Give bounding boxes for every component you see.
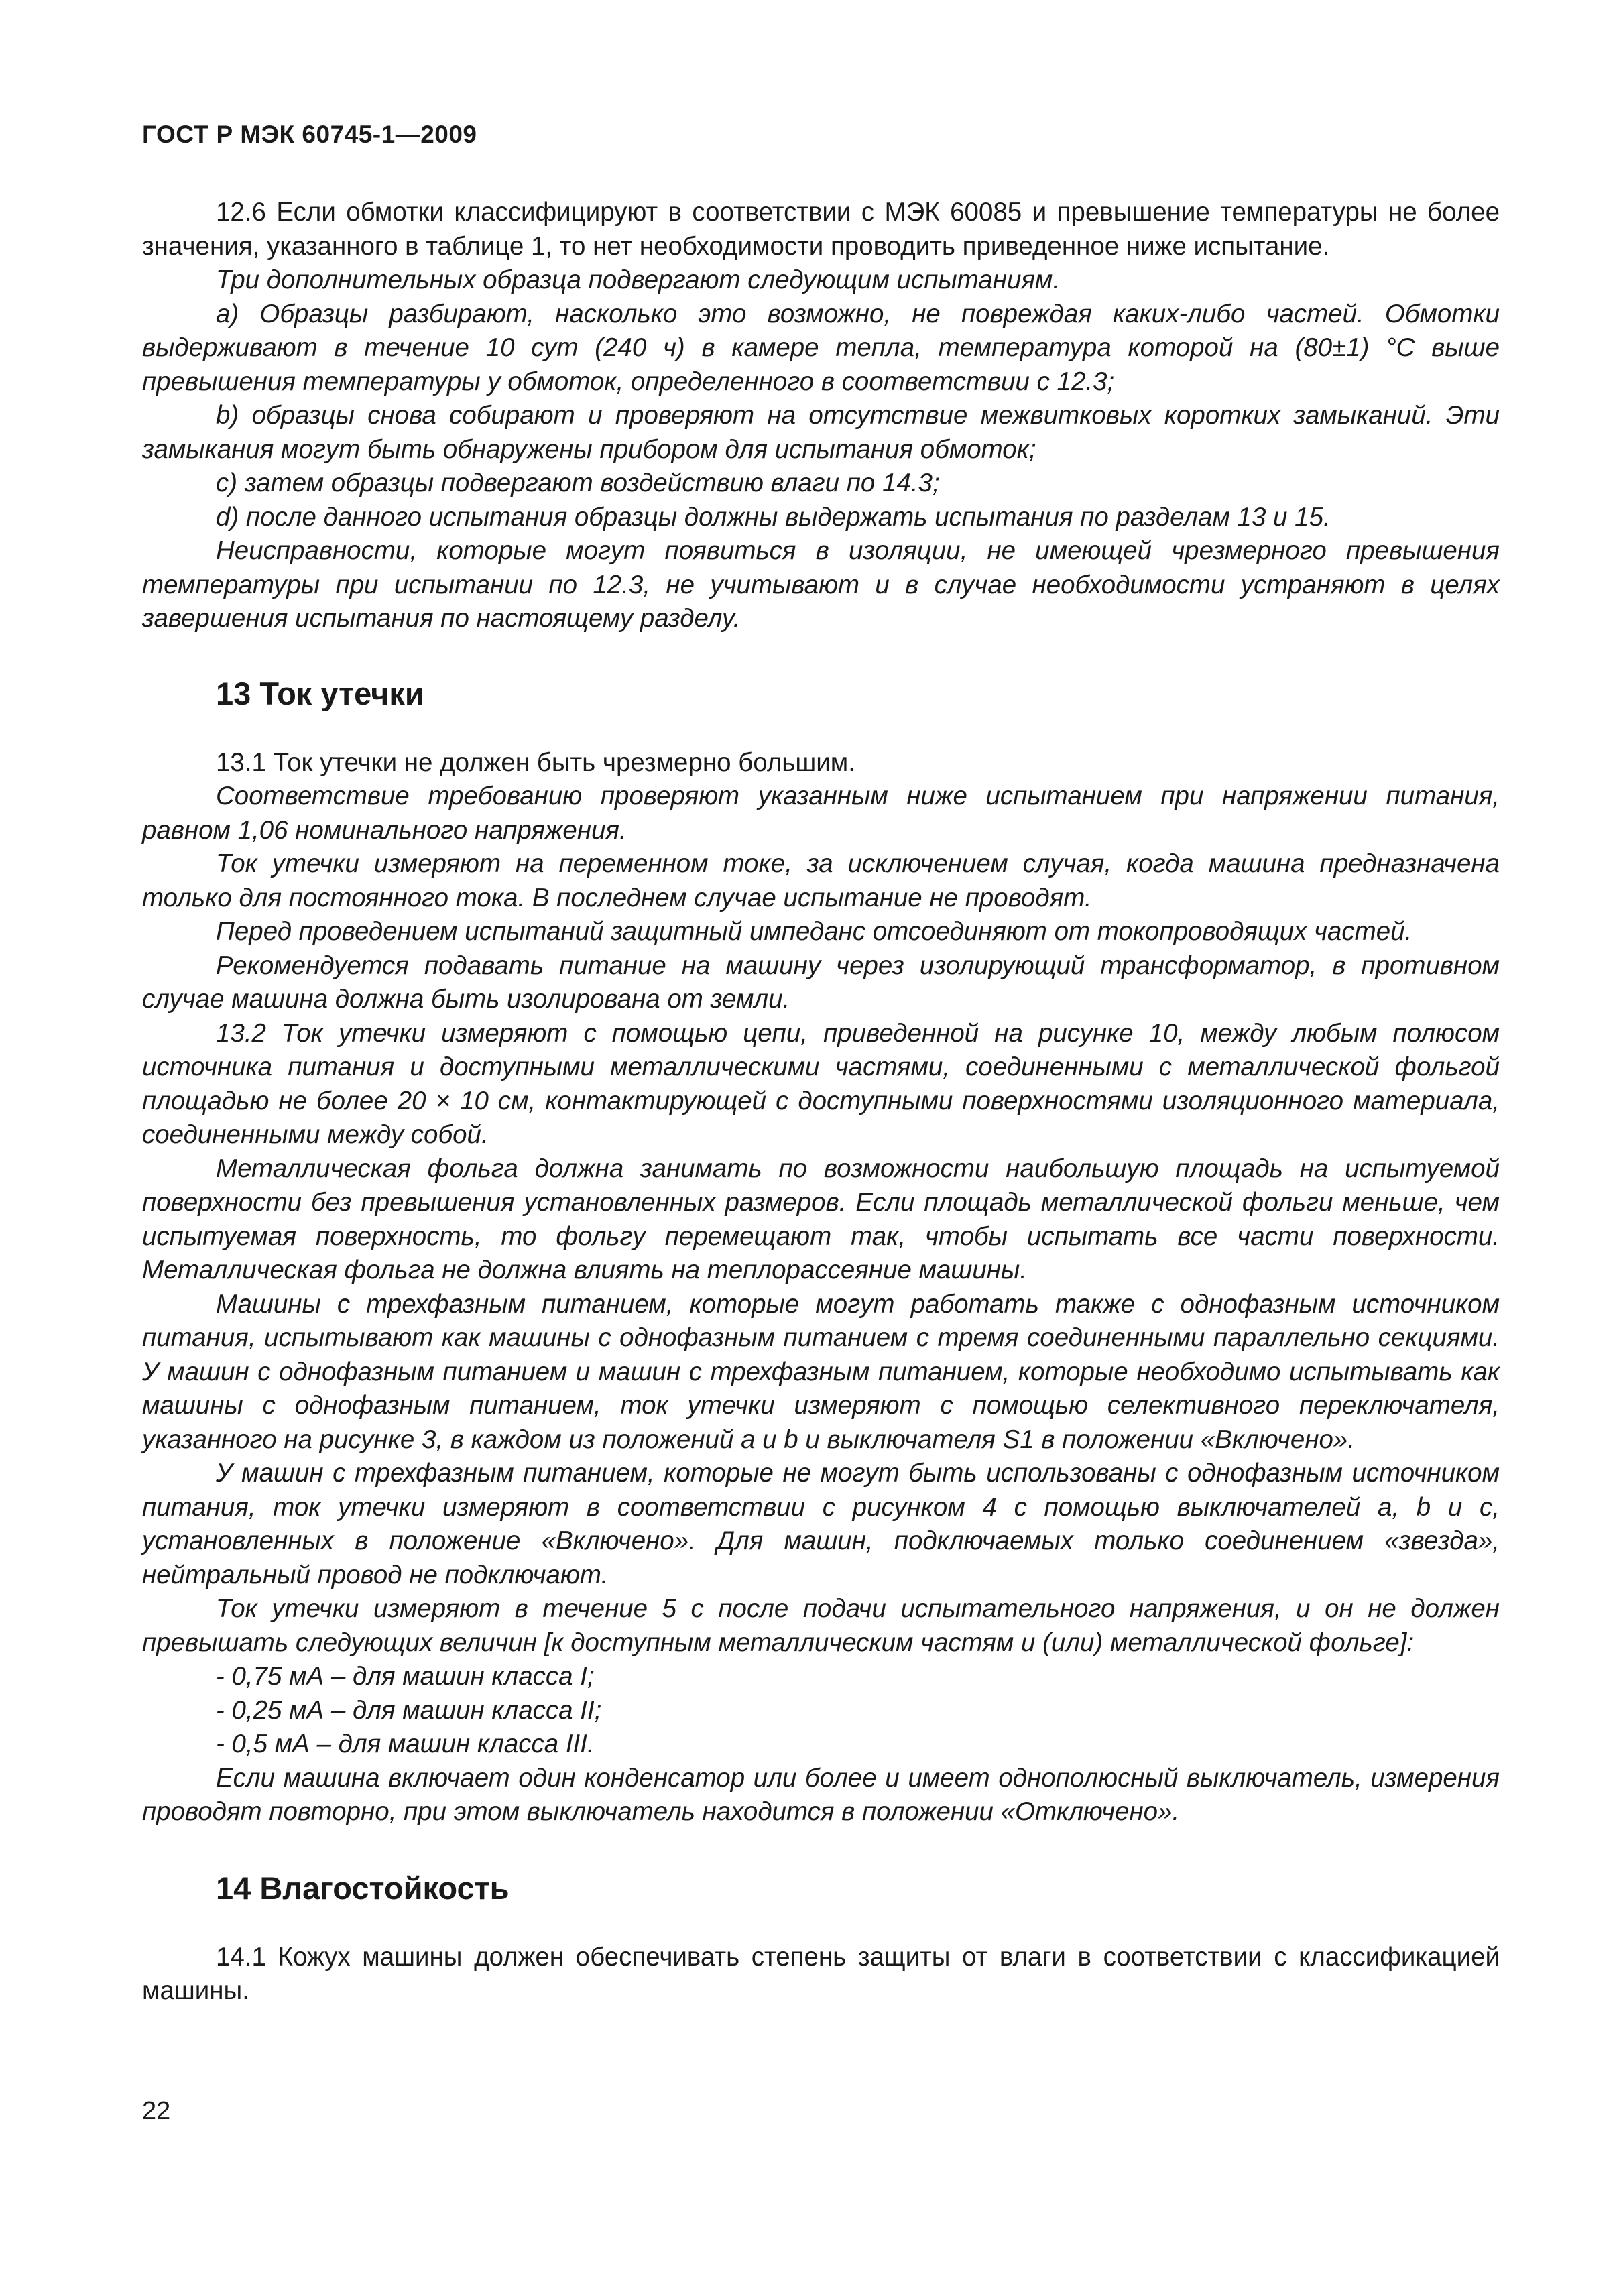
- paragraph-13-1-transformer: Рекомендуется подавать питание на машину через изолирующий трансформатор, в противном случае машина должна быть изолирована от земли.: [142, 951, 1500, 1014]
- paragraph-13-2-three-phase-only: У машин с трехфазным питанием, которые не могут быть использованы с однофазным источником питания, ток утечки измеряют в соответствии с рисунком 4 с помощью выключателей a, b и c, установленных в положение «Включено». Для машин, подключаемых только соединением «звезда», нейтральный провод не подключают.: [142, 1459, 1500, 1589]
- paragraph-12-6-faults: Неисправности, которые могут появиться в изоляции, не имеющей чрезмерного превышения температуры при испытании по 12.3, не учитывают и в случае необходимости устраняют в целях завершения испытания по настоящему разделу.: [142, 536, 1500, 633]
- paragraph-13-2-limits-intro: Ток утечки измеряют в течение 5 с после подачи испытательного напряжения, и он не должен превышать следующих величин [к доступным металлическим частям и (или) металлической фольге]:: [142, 1594, 1500, 1657]
- paragraph-14-1: 14.1 Кожух машины должен обеспечивать степень защиты от влаги в соответствии с классификацией машины.: [142, 1942, 1500, 2005]
- paragraph-13-1-impedance: Перед проведением испытаний защитный импеданс отсоединяют от токопроводящих частей.: [216, 917, 1412, 946]
- document-body: [142, 196, 1500, 2008]
- paragraph-12-6-c: c) затем образцы подвергают воздействию влаги по 14.3;: [216, 469, 940, 497]
- paragraph-12-6-samples: Три дополнительных образца подвергают следующим испытаниям.: [216, 265, 1061, 294]
- section-14-heading: 14 Влагостойкость: [216, 1870, 509, 1906]
- paragraph-13-1-compliance: Соответствие требованию проверяют указанным ниже испытанием при напряжении питания, равном 1,06 номинального напряжения.: [142, 782, 1500, 845]
- standard-code-header: ГОСТ Р МЭК 60745-1—2009: [142, 121, 477, 148]
- section-13-heading: 13 Ток утечки: [216, 675, 424, 711]
- limit-class-3: - 0,5 мА – для машин класса III.: [216, 1730, 595, 1758]
- paragraph-13-1: 13.1 Ток утечки не должен быть чрезмерно большим.: [216, 747, 855, 777]
- paragraph-13-2: 13.2 Ток утечки измеряют с помощью цепи, приведенной на рисунке 10, между любым полюсом источника питания и доступными металлическими частями, соединенными с металлической фольгой площадью не более 20 × 10 см, контактирующей с доступными поверхностями изоляционного материала, соединенными между собой.: [142, 1018, 1500, 1149]
- paragraph-12-6-a: a) Образцы разбирают, насколько это возможно, не повреждая каких-либо частей. Обмотки выдерживают в течение 10 сут (240 ч) в камере тепла, температура которой на (80±1) °С выше превышения температуры у обмоток, определенного в соответствии с 12.3;: [142, 299, 1500, 396]
- paragraph-12-6: 12.6 Если обмотки классифицируют в соответствии с МЭК 60085 и превышение температуры не более значения, указанного в таблице 1, то нет необходимости проводить приведенное ниже испытание.: [142, 198, 1500, 261]
- page-number: 22: [142, 2097, 171, 2125]
- paragraph-13-1-ac: Ток утечки измеряют на переменном токе, за исключением случая, когда машина предназначена только для постоянного тока. В последнем случае испытание не проводят.: [142, 849, 1500, 912]
- limit-class-1: - 0,75 мА – для машин класса I;: [216, 1662, 595, 1691]
- paragraph-13-2-capacitor: Если машина включает один конденсатор или более и имеет однополюсный выключатель, измерения проводят повторно, при этом выключатель находится в положении «Отключено».: [142, 1763, 1500, 1826]
- paragraph-13-2-three-phase: Машины с трехфазным питанием, которые могут работать также с однофазным источником питания, испытывают как машины с однофазным питанием с тремя соединенными параллельно секциями. У машин с однофазным питанием и машин с трехфазным питанием, которые необходимо испытывать как машины с однофазным питанием, ток утечки измеряют с помощью селективного переключателя, указанного на рисунке 3, в каждом из положений a и b и выключателя S1 в положении «Включено».: [142, 1289, 1500, 1454]
- paragraph-13-2-foil: Металлическая фольга должна занимать по возможности наибольшую площадь на испытуемой поверхности без превышения установленных размеров. Если площадь металлической фольги меньше, чем испытуемая поверхность, то фольгу перемещают так, чтобы испытать все части поверхности. Металлическая фольга не должна влиять на теплорассеяние машины.: [142, 1154, 1500, 1284]
- limit-class-2: - 0,25 мА – для машин класса II;: [216, 1695, 602, 1725]
- paragraph-12-6-d: d) после данного испытания образцы должны выдержать испытания по разделам 13 и 15.: [216, 502, 1331, 532]
- paragraph-12-6-b: b) образцы снова собирают и проверяют на отсутствие межвитковых коротких замыканий. Эти замыкания могут быть обнаружены прибором для испытания обмоток;: [142, 401, 1500, 464]
